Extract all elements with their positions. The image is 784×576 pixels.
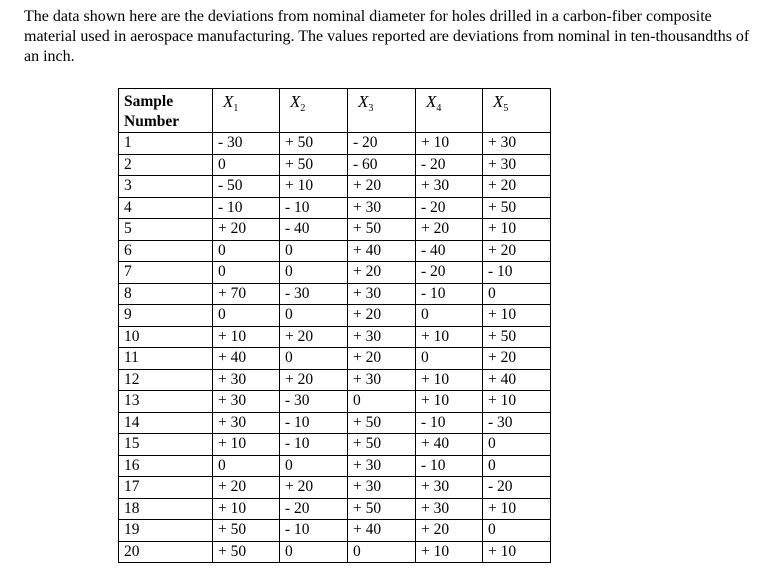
sample-number-cell: 1 <box>119 133 213 155</box>
deviation-cell: 0 <box>280 455 348 477</box>
deviation-cell: 0 <box>280 240 348 262</box>
intro-paragraph: The data shown here are the deviations from nominal diameter for holes drilled in a carbon-fiber composite material used in aerospace manufacturing. The values reported are deviations from nominal in ten-thousandths of an inch. <box>24 8 750 65</box>
deviation-cell: + 30 <box>483 154 551 176</box>
table-row <box>119 498 551 520</box>
deviation-cell: 0 <box>483 283 551 305</box>
deviation-cell: + 20 <box>483 240 551 262</box>
sample-number-cell: 20 <box>119 541 213 563</box>
deviation-cell: - 30 <box>280 283 348 305</box>
deviation-cell: + 10 <box>416 391 483 413</box>
deviation-cell: + 50 <box>280 133 348 155</box>
deviation-cell: + 50 <box>213 520 280 542</box>
deviation-cell: - 30 <box>280 391 348 413</box>
sample-number-cell: 12 <box>119 369 213 391</box>
deviation-cell: - 20 <box>348 133 416 155</box>
deviation-cell: 0 <box>213 305 280 327</box>
table-row <box>119 348 551 370</box>
deviation-cell: 0 <box>483 434 551 456</box>
table-row <box>119 154 551 176</box>
deviation-cell: + 30 <box>213 369 280 391</box>
table-row <box>119 477 551 499</box>
deviation-cell: - 20 <box>280 498 348 520</box>
table-row <box>119 305 551 327</box>
deviation-cell: + 30 <box>213 412 280 434</box>
deviation-cell: + 10 <box>280 176 348 198</box>
deviation-cell: + 10 <box>483 219 551 241</box>
deviation-cell: 0 <box>213 455 280 477</box>
deviation-cell: 0 <box>280 262 348 284</box>
deviation-cell: 0 <box>483 455 551 477</box>
deviation-cell: + 50 <box>348 412 416 434</box>
deviation-cell: - 10 <box>280 197 348 219</box>
deviation-cell: + 30 <box>416 477 483 499</box>
sample-number-cell: 15 <box>119 434 213 456</box>
deviation-cell: + 20 <box>348 305 416 327</box>
deviation-cell: + 20 <box>348 348 416 370</box>
table-row <box>119 369 551 391</box>
deviation-cell: + 50 <box>483 197 551 219</box>
deviation-cell: + 20 <box>348 262 416 284</box>
deviation-cell: 0 <box>280 348 348 370</box>
deviation-cell: + 10 <box>416 369 483 391</box>
deviation-cell: - 20 <box>483 477 551 499</box>
deviation-cell: + 30 <box>416 498 483 520</box>
deviation-cell: + 50 <box>483 326 551 348</box>
deviation-cell: + 10 <box>416 133 483 155</box>
deviation-cell: - 30 <box>483 412 551 434</box>
column-header-x5: $X_5$ <box>483 89 551 133</box>
deviation-cell: + 50 <box>348 498 416 520</box>
deviation-cell: - 30 <box>213 133 280 155</box>
deviation-cell: + 20 <box>483 176 551 198</box>
deviation-cell: + 20 <box>416 219 483 241</box>
deviation-cell: - 10 <box>416 412 483 434</box>
deviation-cell: 0 <box>213 154 280 176</box>
deviation-cell: + 20 <box>483 348 551 370</box>
deviation-cell: 0 <box>280 541 348 563</box>
deviation-cell: - 60 <box>348 154 416 176</box>
deviation-cell: + 50 <box>280 154 348 176</box>
deviation-cell: + 20 <box>213 219 280 241</box>
deviation-cell: 0 <box>280 305 348 327</box>
table-row <box>119 197 551 219</box>
sample-number-cell: 7 <box>119 262 213 284</box>
sample-number-cell: 10 <box>119 326 213 348</box>
table-row <box>119 455 551 477</box>
deviation-cell: - 40 <box>416 240 483 262</box>
deviation-cell: - 10 <box>280 434 348 456</box>
deviation-cell: + 20 <box>280 326 348 348</box>
deviation-cell: 0 <box>348 541 416 563</box>
deviation-cell: + 30 <box>348 477 416 499</box>
deviation-cell: + 40 <box>348 240 416 262</box>
deviation-cell: + 50 <box>213 541 280 563</box>
sample-number-cell: 18 <box>119 498 213 520</box>
deviation-cell: - 10 <box>416 283 483 305</box>
deviation-cell: - 10 <box>280 520 348 542</box>
deviation-cell: - 10 <box>280 412 348 434</box>
sample-number-cell: 8 <box>119 283 213 305</box>
sample-number-cell: 3 <box>119 176 213 198</box>
table-row <box>119 391 551 413</box>
sample-number-cell: 9 <box>119 305 213 327</box>
sample-number-cell: 2 <box>119 154 213 176</box>
sample-number-cell: 14 <box>119 412 213 434</box>
table-row <box>119 434 551 456</box>
sample-number-cell: 13 <box>119 391 213 413</box>
deviation-cell: + 30 <box>348 326 416 348</box>
deviation-cell: 0 <box>213 262 280 284</box>
deviation-cell: - 20 <box>416 262 483 284</box>
deviation-cell: - 20 <box>416 197 483 219</box>
deviation-cell: + 10 <box>483 391 551 413</box>
column-header-x1: $X_1$ <box>213 89 280 133</box>
deviation-cell: + 30 <box>348 197 416 219</box>
sample-number-cell: 6 <box>119 240 213 262</box>
deviation-cell: + 10 <box>213 326 280 348</box>
table-row <box>119 262 551 284</box>
deviation-cell: - 40 <box>280 219 348 241</box>
deviation-cell: + 20 <box>280 369 348 391</box>
table-row <box>119 176 551 198</box>
deviation-cell: + 10 <box>483 498 551 520</box>
deviation-cell: 0 <box>483 520 551 542</box>
deviation-cell: + 30 <box>416 176 483 198</box>
sample-number-cell: 16 <box>119 455 213 477</box>
sample-number-cell: 11 <box>119 348 213 370</box>
deviation-cell: + 30 <box>213 391 280 413</box>
deviation-cell: + 10 <box>416 326 483 348</box>
table-header-row <box>119 89 551 133</box>
deviation-cell: - 10 <box>483 262 551 284</box>
deviation-cell: + 10 <box>416 541 483 563</box>
deviation-cell: + 10 <box>213 498 280 520</box>
sample-number-cell: 4 <box>119 197 213 219</box>
deviation-cell: + 10 <box>213 434 280 456</box>
deviation-cell: + 50 <box>348 219 416 241</box>
deviation-cell: - 10 <box>213 197 280 219</box>
table-row <box>119 541 551 563</box>
deviation-cell: + 40 <box>213 348 280 370</box>
deviation-cell: + 30 <box>348 455 416 477</box>
table-row <box>119 219 551 241</box>
deviation-cell: + 40 <box>483 369 551 391</box>
deviation-cell: + 20 <box>416 520 483 542</box>
table-row <box>119 283 551 305</box>
sample-number-cell: 19 <box>119 520 213 542</box>
deviation-cell: 0 <box>348 391 416 413</box>
table-row <box>119 326 551 348</box>
deviation-cell: - 20 <box>416 154 483 176</box>
column-header-x3: $X_3$ <box>348 89 416 133</box>
deviation-data-table <box>118 88 551 563</box>
sample-number-cell: 5 <box>119 219 213 241</box>
deviation-cell: 0 <box>416 348 483 370</box>
column-header-x4: $X_4$ <box>416 89 483 133</box>
deviation-cell: 0 <box>213 240 280 262</box>
deviation-cell: + 40 <box>416 434 483 456</box>
deviation-cell: + 40 <box>348 520 416 542</box>
table-row <box>119 412 551 434</box>
sample-number-header <box>119 89 213 133</box>
column-header-x2: $X_2$ <box>280 89 348 133</box>
deviation-cell: + 30 <box>483 133 551 155</box>
table-row <box>119 133 551 155</box>
deviation-cell: + 20 <box>213 477 280 499</box>
deviation-cell: 0 <box>416 305 483 327</box>
sample-number-cell: 17 <box>119 477 213 499</box>
sample-header-line2: Number <box>124 113 180 130</box>
table-row <box>119 240 551 262</box>
deviation-cell: + 30 <box>348 369 416 391</box>
sample-header-line1: Sample <box>124 93 174 110</box>
table-row <box>119 520 551 542</box>
deviation-cell: + 50 <box>348 434 416 456</box>
deviation-cell: + 70 <box>213 283 280 305</box>
deviation-cell: + 10 <box>483 541 551 563</box>
deviation-cell: - 10 <box>416 455 483 477</box>
deviation-cell: + 20 <box>280 477 348 499</box>
deviation-cell: + 10 <box>483 305 551 327</box>
deviation-cell: - 50 <box>213 176 280 198</box>
deviation-cell: + 30 <box>348 283 416 305</box>
deviation-cell: + 20 <box>348 176 416 198</box>
